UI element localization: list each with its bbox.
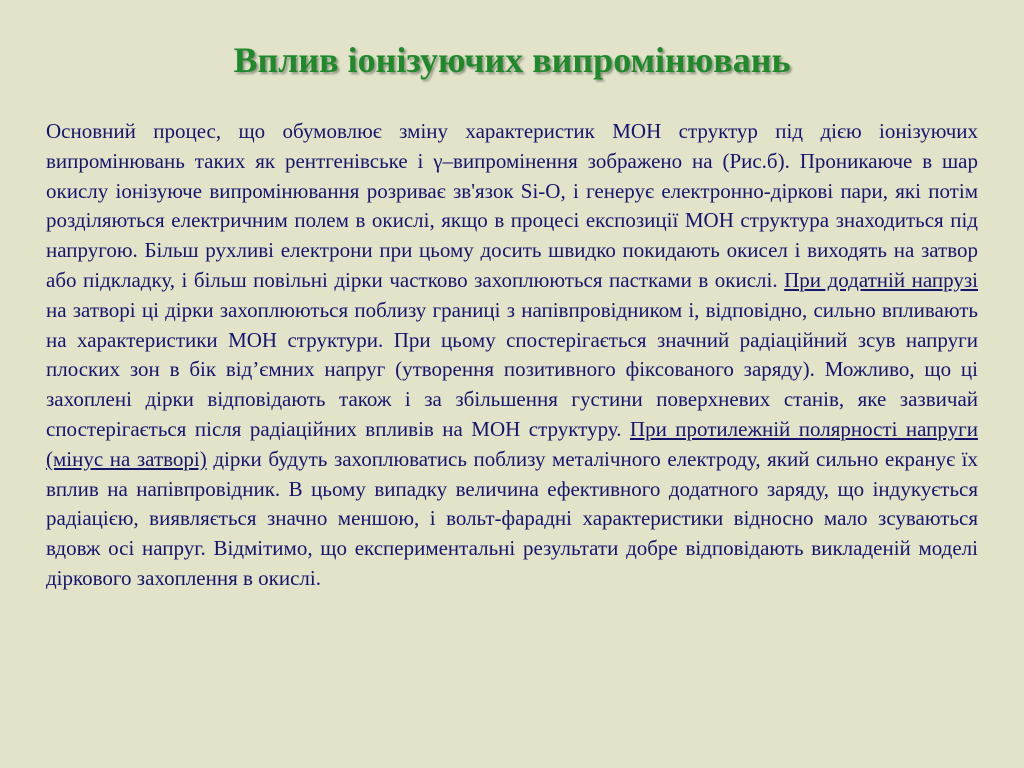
body-paragraph	[46, 117, 978, 594]
paragraph-text-part-1: Основний процес, що обумовлює зміну характеристик МОН структур під дією іонізуючих випромінювань таких як рентгенівське і γ–випромінення зображено на (Рис.б). Проникаюче в шар окислу іонізуюче випромінювання розриває зв'язок Si-O, і генерує електронно-діркові пари, які потім розділяються електричним полем в окислі, якщо в процесі експозиції МОН структура знаходиться під напругою. Більш рухливі електрони при цьому досить швидко покидають окисел і виходять на затвор або підкладку, і більш повільні дірки частково захоплюються пастками в окислі.	[46, 119, 978, 292]
underlined-phrase-opposite-polarity: При протилежній полярності напруги (мінус на затворі)	[46, 416, 978, 471]
slide-title: Вплив іонізуючих випромінювань	[233, 40, 791, 80]
paragraph-text-part-3: дірки будуть захоплюватись поблизу металічного електроду, який сильно екранує їх вплив на напівпровідник. В цьому випадку величина ефективного додатного заряду, що індукується радіацією, виявляється значно меншою, і вольт-фарадні характеристики відносно мало зсуваються вдовж осі напруг. Відмітимо, що експериментальні результати добре відповідають викладеній моделі діркового захоплення в окислі.	[46, 446, 978, 590]
underlined-phrase-positive-voltage: При додатній напрузі	[784, 267, 978, 292]
paragraph-text-part-2: на затворі ці дірки захоплюються поблизу границі з напівпровідником і, відповідно, сильно впливають на характеристики МОН структури. При цьому спостерігається значний радіаційний зсув напруги плоских зон в бік від’ємних напруг (утворення позитивного фіксованого заряду). Можливо, що ці захоплені дірки відповідають також і за збільшення густини поверхневих станів, яке зазвичай спостерігається після радіаційних впливів на МОН структуру.	[46, 297, 978, 441]
